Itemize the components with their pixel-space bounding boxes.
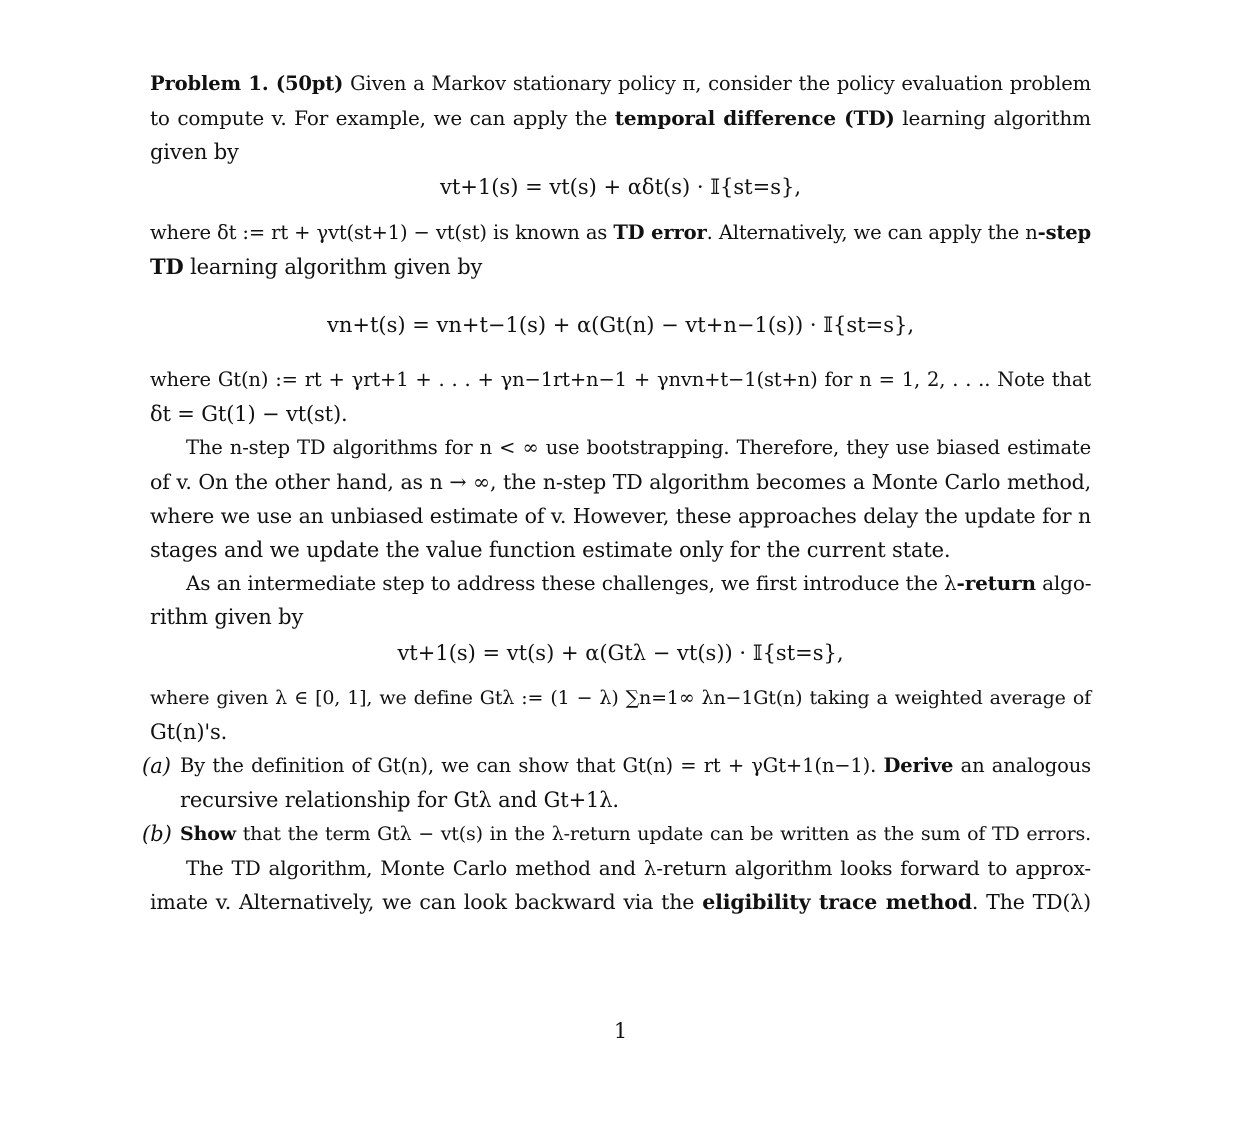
text-segment: stages and we update the value function estimate only for the current state. [150,538,951,562]
text-segment: δt = Gt(1) − vt(st). [150,402,348,426]
text-segment: The TD algorithm, Monte Carlo method and λ-return algorithm looks forward to approx- [186,856,1091,880]
item-a-line-1 [180,749,1091,783]
text-segment: given by [150,140,239,164]
bold-term-derive: Derive [883,754,954,777]
text-segment: (b) [142,822,172,846]
equation-text: vt+1(s) = vt(s) + αδt(s) · 𝕀{st=s}, [439,175,802,199]
n-step-return-line-1 [150,363,1091,397]
lambda-return-line-2 [150,600,1091,634]
lambda-def-line-1 [150,681,1091,715]
text-segment: of v. On the other hand, as n → ∞, the n-step TD algorithm becomes a Monte Carlo method, [150,470,1091,494]
equation-text: vn+t(s) = vn+t−1(s) + α(Gt(n) − vt+n−1(s)) · 𝕀{st=s}, [326,313,915,337]
backward-line-2 [150,885,1091,919]
problem-heading: Problem 1. (50pt) [150,72,344,95]
text-segment: As an intermediate step to address these challenges, we first introduce the λ [186,571,957,595]
lambda-return-line-1 [186,566,1091,600]
text-segment: . The TD(λ) [971,890,1091,914]
text-segment: where we use an unbiased estimate of v. However, these approaches delay the update for n [150,504,1091,528]
text-segment: learning algorithm [902,106,1091,130]
equation-text: vt+1(s) = vt(s) + α(Gtλ − vt(s)) · 𝕀{st=s}, [397,641,844,665]
td-error-line-2 [150,250,1091,284]
text-segment: By the definition of Gt(n), we can show that Gt(n) = rt + γGt+1(n−1). [180,754,877,777]
text-segment: an analogous [960,754,1091,777]
text-segment: The n-step TD algorithms for n < ∞ use bootstrapping. Therefore, they use biased estimate [186,436,1091,459]
td-error-line-1 [150,216,1091,250]
page-number: 1 [613,1019,628,1043]
problem-line-1 [150,67,1091,101]
bootstrapping-line-2 [150,465,1091,499]
bootstrapping-line-4 [150,533,1091,567]
text-segment: recursive relationship for Gtλ and Gt+1λ. [180,788,619,812]
item-b-line-1 [180,817,1091,851]
equation-lambda-return [150,636,1091,670]
bootstrapping-line-3 [150,499,1091,533]
text-segment: learning algorithm given by [190,255,483,279]
bold-term-td: TD [150,254,184,279]
n-step-return-line-2 [150,397,1091,431]
problem-text: Given a Markov stationary policy π, consider the policy evaluation problem [350,72,1091,95]
bold-term-td-error: TD error [613,221,707,244]
equation-n-step-td [150,308,1091,342]
bold-term-eligibility-trace: eligibility trace method [702,890,972,914]
bootstrapping-line-1 [186,431,1091,465]
text-segment: Gt(n)'s. [150,720,228,744]
bold-term-td: temporal difference (TD) [614,106,895,130]
text-segment: . Alternatively, we can apply the n [706,221,1038,244]
item-a-label [142,749,171,783]
problem-line-2 [150,101,1091,135]
backward-line-1 [186,851,1091,885]
problem-line-3 [150,135,1091,169]
text-segment: that the term Gtλ − vt(s) in the λ-return update can be written as the sum of TD errors. [242,823,1091,845]
text-segment: where Gt(n) := rt + γrt+1 + . . . + γn−1rt+n−1 + γnvn+t−1(st+n) for n = 1, 2, . . .. Note that [150,368,1091,391]
text-segment: (a) [142,754,171,778]
bold-term-lambda-return: -return [956,571,1036,595]
item-b-label [142,817,172,851]
text-segment: to compute v. For example, we can apply the [150,106,608,130]
bold-term-show: Show [180,823,236,845]
text-segment: algo- [1042,571,1092,595]
text-segment: where given λ ∈ [0, 1], we define Gtλ := (1 − λ) ∑n=1∞ λn−1Gt(n) taking a weighted average of [150,687,1091,709]
equation-td-update [150,170,1091,204]
bold-term-n-step: -step [1037,221,1091,244]
text-segment: where δt := rt + γvt(st+1) − vt(st) is known as [150,221,608,244]
text-segment: rithm given by [150,605,304,629]
text-segment: imate v. Alternatively, we can look backward via the [150,890,695,914]
lambda-def-line-2 [150,715,1091,749]
item-a-line-2 [180,783,1091,817]
